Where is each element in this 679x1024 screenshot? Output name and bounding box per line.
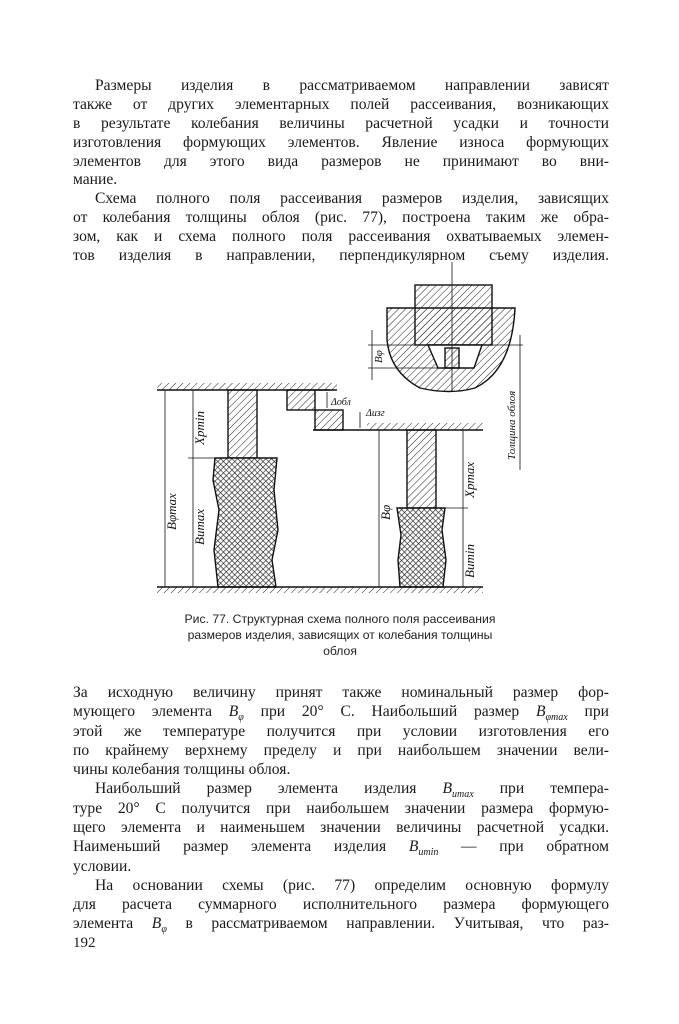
text-line: На основании схемы (рис. 77) определим основную формулу [95, 877, 609, 894]
label-delta-obl: Δобл [331, 397, 351, 408]
text-line: условии. [73, 858, 132, 875]
figure-caption-line: Рис. 77. Структурная схема полного поля рассеивания [184, 612, 496, 626]
text-line: щего элемента и наименьшем значении величины расчетной усадки. [73, 819, 609, 836]
step-block-1 [287, 390, 315, 410]
figure-caption-line: облоя [323, 644, 357, 658]
text-line: Размеры изделия в рассматриваемом направлении зависят [95, 77, 609, 94]
page-number: 192 [73, 935, 96, 951]
ground-hatch [157, 383, 337, 390]
label-x-p-max: Xpmax [462, 461, 477, 498]
step-block-2 [315, 410, 343, 430]
label-delta-izg: Δизг [366, 408, 385, 419]
text-line: чины колебания толщины облоя. [73, 761, 291, 778]
text-line: мание. [73, 171, 118, 188]
text-line: в результате колебания величины расчетной усадки и точности [73, 115, 609, 132]
label-b-u-min: Bumin [462, 544, 477, 578]
label-b-phi-top: Bφ [373, 350, 385, 363]
text-line: За исходную величину принят также номинальный размер фор- [73, 684, 609, 701]
text-line: Схема полного поля рассеивания размеров изделия, зависящих [95, 190, 609, 207]
text-line: изготовления формующих элементов. Явление износа формующих [73, 134, 609, 151]
product-element-right [397, 508, 446, 587]
figure-caption-line: размеров изделия, зависящих от колебания толщины [187, 628, 493, 642]
label-b-phi-max: Bφmax [164, 493, 179, 530]
text-line: для расчета суммарного исполнительного размера формующего [73, 896, 609, 913]
text-line: туре 20° С получится при наибольшем значении размера формую- [73, 800, 609, 817]
text-line: мующего элемента $B_\varphi$ при 20° С. Наибольший размер $B_{\varphi max}$ при [73, 703, 609, 724]
forming-element-right [407, 430, 436, 508]
mold-punch [415, 285, 492, 345]
forming-element-left [228, 390, 257, 458]
text-line: по крайнему верхнему пределу и при наибольшем значении вели- [73, 742, 609, 759]
text-line: элементов для этого вида размеров не принимают во вни- [73, 153, 609, 170]
label-b-u-max: Bumax [192, 508, 207, 545]
text-line: этой же температуре получится при условии изготовления его [73, 723, 609, 740]
text-line: от колебания толщины облоя (рис. 77), построена таким же обра- [73, 209, 609, 226]
label-b-phi: Bφ [378, 504, 393, 520]
text-line: также от других элементарных полей рассеивания, возникающих [73, 96, 609, 113]
label-flash-thickness: Толщина облоя [506, 390, 518, 460]
text-line: зом, как и схема полного поля рассеивания охватываемых элемен- [73, 228, 609, 245]
label-x-p-min: Xpmin [192, 411, 207, 445]
text-line: элемента $B_\varphi$ в рассматриваемом направлении. Учитывая, что раз- [73, 915, 609, 936]
text-line: Наибольший размер элемента изделия $B_{umax}$ при темпера- [95, 780, 609, 801]
text-line: Наименьший размер элемента изделия $B_{umin}$ — при обратном [73, 838, 609, 859]
text-line: тов изделия в направлении, перпендикулярном съему изделия. [73, 247, 609, 264]
product-element-left [213, 458, 278, 587]
